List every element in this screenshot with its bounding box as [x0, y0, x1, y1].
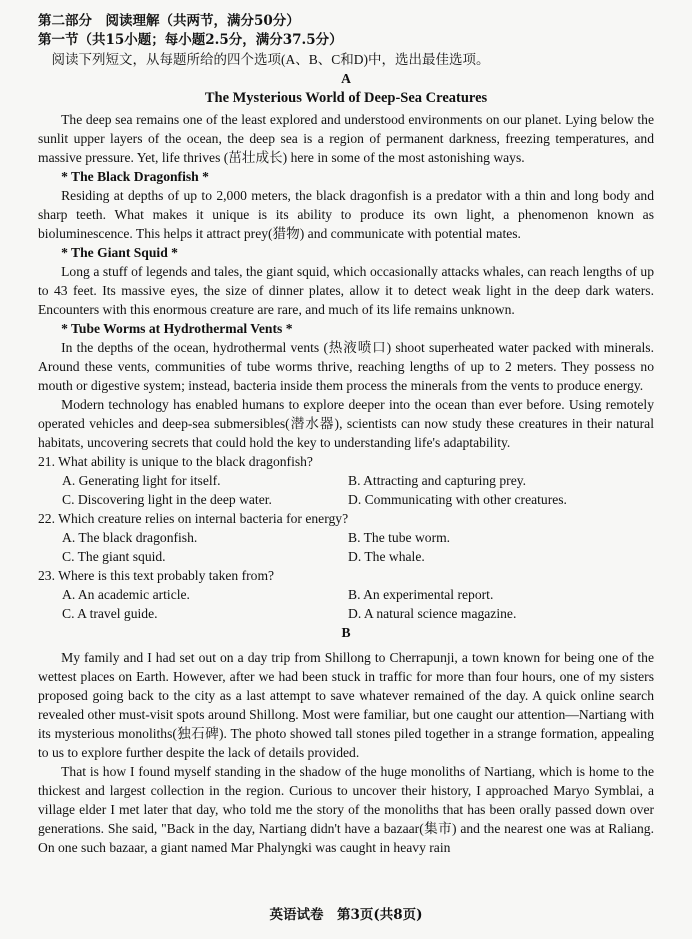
question-22 [38, 509, 654, 566]
passage-b-paragraph-1: My family and I had set out on a day trip from Shillong to Cherrapunji, a town known for being one of the wettest places on Earth. However, after we had been stuck in traffic for more than four hours, one of my sisters proposed going back to the city as a last attempt to save whatever remained of the day. A quick online search revealed other must-visit spots around Shillong. Most were familiar, but one caught our attention—Nartiang with its mysterious monoliths(独石碑). The photo showed tall stones piled together in a strange formation, appealing to us to explore further despite the lack of details provided. [38, 650, 654, 760]
passage-a-letter: A [341, 71, 351, 86]
passage-b-letter: B [341, 625, 351, 640]
passage-b-paragraph-2: That is how I found myself standing in the shadow of the huge monoliths of Nartiang, which is home to the thickest and largest collection in the region. Curious to uncover their history, I approached Maryo Symblai, a village elder I met later that day, who told me the story of the monoliths that has been orally passed down over generations. She said, "Back in the day, Nartiang didn't have a bazaar(集市) and the nearest one was at Raliang. On one such bazaar, a giant named Mar Phalyngki was caught in heavy rain [38, 764, 654, 855]
question-21 [38, 452, 654, 509]
paragraph-dragonfish: Residing at depths of up to 2,000 meters, the black dragonfish is a predator with a thin and long body and sharp teeth. What makes it unique is its ability to produce its own light, a phenomenon known as bioluminescence. This helps it attract prey(猎物) and communicate with potential mates. [38, 188, 654, 241]
option-a: A. An academic article. [62, 587, 190, 602]
instructions: 阅读下列短文，从每题所给的四个选项(A、B、C和D)中，选出最佳选项。 [51, 52, 490, 67]
option-c: C. Discovering light in the deep water. [62, 492, 272, 507]
paragraph-tube-worms: In the depths of the ocean, hydrothermal vents (热液喷口) shoot superheated water packed with minerals. Around these vents, communities of tube worms thrive, reaching lengths of up to 2 meters. They possess no mouth or digestive system; instead, bacteria inside them process the minerals from the vents to produce energy. [38, 340, 654, 393]
option-b: B. Attracting and capturing prey. [348, 473, 527, 488]
option-d: D. The whale. [348, 549, 425, 564]
paragraph-technology: Modern technology has enabled humans to explore deeper into the ocean than ever before. Using remotely operated vehicles and deep-sea submersibles(潜水器), scientists can now study these creatures in their natural habitats, uncovering secrets that could hold the key to understanding life's adaptability. [38, 397, 654, 450]
part-heading: 第二部分 阅读理解（共两节，满分50分） [38, 13, 300, 29]
subheading-tube-worms: * Tube Worms at Hydrothermal Vents * [61, 321, 293, 336]
option-b: B. The tube worm. [348, 530, 451, 545]
subheading-giant-squid: * The Giant Squid * [61, 245, 178, 260]
question-23 [38, 566, 654, 623]
passage-a-title: The Mysterious World of Deep-Sea Creatures [204, 90, 488, 106]
passage-a-intro: The deep sea remains one of the least explored and understood environments on our planet. Lying below the sunlit upper layers of the ocean, the deep sea is a region of permanent darkness, freezing temperatures, and massive pressure. Yet, life thrives (茁壮成长) here in some of the most astonishing ways. [38, 112, 654, 165]
option-d: D. A natural science magazine. [348, 606, 517, 621]
option-a: A. Generating light for itself. [62, 473, 221, 488]
subheading-dragonfish: * The Black Dragonfish * [61, 169, 209, 184]
section-heading: 第一节（共15小题；每小题2.5分，满分37.5分） [38, 32, 343, 48]
option-c: C. A travel guide. [62, 606, 158, 621]
paragraph-giant-squid: Long a stuff of legends and tales, the giant squid, which occasionally attacks whales, can reach lengths of up to 43 feet. Its massive eyes, the size of dinner plates, allow it to detect weak light in the deep dark waters. Encounters with this enormous creature are rare, and much of its life remains unknown. [38, 264, 654, 317]
option-b: B. An experimental report. [348, 587, 494, 602]
question-stem: 22. Which creature relies on internal bacteria for energy? [38, 511, 349, 526]
page-footer: 英语试卷 第3页(共8页) [269, 907, 423, 923]
question-stem: 21. What ability is unique to the black dragonfish? [38, 454, 313, 469]
option-d: D. Communicating with other creatures. [348, 492, 567, 507]
option-a: A. The black dragonfish. [62, 530, 198, 545]
option-c: C. The giant squid. [62, 549, 166, 564]
question-stem: 23. Where is this text probably taken from? [38, 568, 275, 583]
